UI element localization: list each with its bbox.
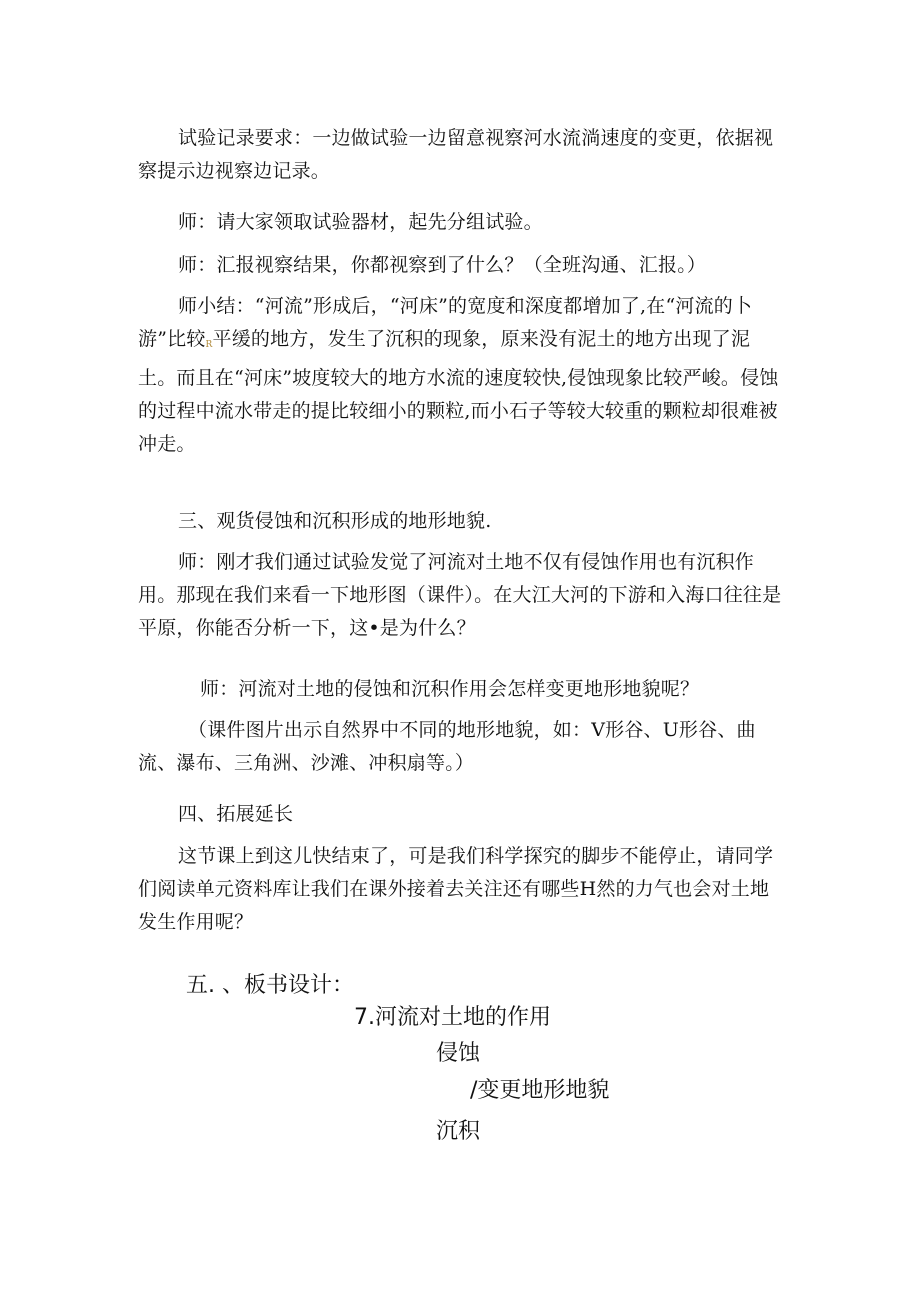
- paragraph-landform-map: 师：刚才我们通过试验发觉了河流对土地不仅有侵蚀作用也有沉积作用。那现在我们来看一下地形图（课件）。在大江大河的下游和入海口往往是平原，你能否分析一下，这•是为什么？: [138, 551, 782, 639]
- section-heading-three: 三、观货侵蚀和沉积形成的地形地貌.: [178, 510, 492, 532]
- board-title: 7.河流对土地的作用: [354, 1005, 551, 1030]
- board-deposition: 沉积: [436, 1119, 481, 1144]
- paragraph-experiment-requirements: 试验记录要求：一边做试验一边留意视察河水流淌速度的变更，依据视察提示边视察边记录。: [138, 127, 774, 182]
- paragraph-landform-question: 师：河流对土地的侵蚀和沉积作用会怎样变更地形地貌呢？: [200, 678, 700, 700]
- paragraph-extension: 这节课上到这儿快结束了，可是我们科学探究的脚步不能停止，请同学们阅读单元资料库让我们在课外接着去关注还有哪些H然的力气也会对土地发生作用呢？: [138, 845, 774, 933]
- board-erosion: 侵蚀: [436, 1041, 481, 1066]
- summary-text-part-2: 平缓的地方，发生了沉积的现象，原来没有泥土的地方出现了泥土。而且在“河床”坡度较大的地方水流的速度较快,侵蚀现象比较严峻。侵蚀的过程中流水带走的提比较细小的颗粒,而小石子等较大较重的颗粒却很难被冲走。: [138, 328, 779, 455]
- board-change-landform: /变更地形地貌: [470, 1078, 610, 1103]
- summary-text-part-1: 师小结：“河流”形成后，“河床”的宽度和深度都增加了,在“河流的卜游”比较: [138, 295, 753, 350]
- paragraph-courseware-examples: （课件图片出示自然界中不同的地形地貌，如：V形谷、U形谷、曲流、瀑布、三角洲、沙滩、冲积扇等。）: [138, 719, 756, 774]
- section-heading-four: 四、拓展延长: [178, 803, 294, 825]
- paragraph-collect-equipment: 师：请大家领取试验器材，起先分组试验。: [178, 211, 543, 233]
- paragraph-teacher-summary: [138, 290, 786, 461]
- paragraph-report-results: 师：汇报视察结果，你都视察到了什么？（全班沟通、汇报。）: [178, 254, 707, 276]
- stray-mark: R: [205, 340, 213, 350]
- board-design-heading: 五. 、板书设计：: [186, 973, 354, 998]
